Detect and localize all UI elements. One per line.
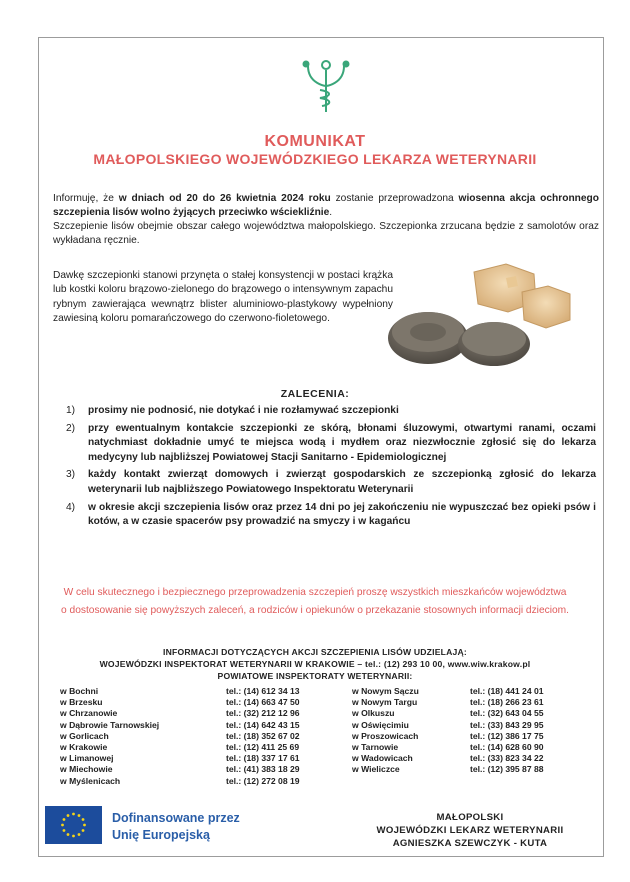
recommendations-list xyxy=(66,404,596,533)
inspectorate-row: w Gorlicach tel.: (18) 352 67 02 xyxy=(60,730,300,741)
list-item: 4) w okresie akcji szczepienia lisów oraz przez 14 dni po jej zakończeniu nie wypuszczać bez opieki psów i kotów, a w czasie spacerów psy prowadzić na smyczy i w kagańcu xyxy=(66,501,596,528)
eu-star-icon xyxy=(63,818,66,821)
inspectorate-row: w Chrzanowie tel.: (32) 212 12 96 xyxy=(60,708,300,719)
bait-disc-2 xyxy=(458,322,530,366)
eu-star-icon xyxy=(72,813,75,816)
eu-flag-icon xyxy=(45,806,102,844)
eu-star-icon xyxy=(67,814,70,817)
bait-disc-1 xyxy=(388,312,468,364)
svg-text:V: V xyxy=(323,95,329,103)
inspectorate-row: w Myślenicach tel.: (12) 272 08 19 xyxy=(60,775,300,786)
inspectorate-row: w Tarnowie tel.: (14) 628 60 90 xyxy=(352,742,544,753)
eu-star-icon xyxy=(78,833,81,836)
inspectorate-row: w Brzesku tel.: (14) 663 47 50 xyxy=(60,697,300,708)
inspectorates-left-column xyxy=(60,686,346,787)
intro-section xyxy=(53,192,599,248)
eu-star-icon xyxy=(67,833,70,836)
vaccine-description: Dawkę szczepionki stanowi przynęta o stałej konsystencji w postaci krążka lub kostki koloru brązowo-zielonego do brązowego o intensywnym zapachu rybnym zawierająca wewnątrz blister aluminiowo-plastykowy wypełniony zawiesiną koloru pomarańczowego do czerwono-fioletowego. xyxy=(53,270,393,324)
inspectorates-right-column xyxy=(352,686,590,776)
list-item: 2) przy ewentualnym kontakcie szczepionki ze skórą, błonami śluzowymi, otwartymi ranami, oczami natychmiast dokładnie umyć te miejsca wodą i mydłem oraz niezwłocznie zgłosić się do lekarza medycyny lub najbliższej Powiatowej Stacji Sanitarno - Epidemiologicznej xyxy=(66,422,596,463)
eu-funding-label: Dofinansowane przez Unię Europejską xyxy=(112,811,240,842)
intro-paragraph: Informuję, że w dniach od 20 do 26 kwietnia 2024 roku zostanie przeprowadzona wiosenna akcja ochronnego szczepienia lisów wolno żyjących przeciwko wściekliźnie. xyxy=(53,193,600,218)
inspectorate-row: w Dąbrowie Tarnowskiej tel.: (14) 642 43 15 xyxy=(60,719,300,730)
inspectorate-row: w Nowym Sączu tel.: (18) 441 24 01 xyxy=(352,686,544,696)
info-heading: INFORMACJI DOTYCZĄCYCH AKCJI SZCZEPIENIA LISÓW UDZIELAJĄ: xyxy=(163,647,467,657)
eu-star-icon xyxy=(78,814,81,817)
appeal-text: W celu skutecznego i bezpiecznego przeprowadzenia szczepień proszę wszystkich mieszkańców województwa o dostosowanie się powyższych zaleceń, a rodziców i opiekunów o przekazanie stosownych informacji dzieciom. xyxy=(61,587,569,616)
eu-star-icon xyxy=(72,835,75,838)
eu-star-icon xyxy=(82,818,85,821)
signature-name: AGNIESZKA SZEWCZYK - KUTA xyxy=(392,838,548,849)
list-item: 1) prosimy nie podnosić, nie dotykać i nie rozłamywać szczepionki xyxy=(66,405,399,416)
signature-office: WOJEWÓDZKI LEKARZ WETERYNARII xyxy=(376,825,564,836)
inspectorate-row: w Krakowie tel.: (12) 411 25 69 xyxy=(60,742,300,753)
bait-cube-2 xyxy=(522,286,570,328)
page-title: KOMUNIKAT xyxy=(264,133,366,150)
inspectorate-row: w Wieliczce tel.: (12) 395 87 88 xyxy=(352,764,544,775)
inspectorate-row: w Bochni tel.: (14) 612 34 13 xyxy=(60,686,300,696)
inspectorate-row: w Wadowicach tel.: (33) 823 34 22 xyxy=(352,753,544,764)
eu-star-icon xyxy=(63,829,66,832)
page-subtitle: MAŁOPOLSKIEGO WOJEWÓDZKIEGO LEKARZA WETERYNARII xyxy=(93,151,537,167)
eu-star-icon xyxy=(61,824,64,827)
eu-star-icon xyxy=(82,829,85,832)
inspectorate-row: w Miechowie tel.: (41) 383 18 29 xyxy=(60,764,300,775)
veterinary-caduceus-logo xyxy=(296,56,356,116)
list-item: 3) każdy kontakt zwierząt domowych i zwierząt gospodarskich ze szczepionką zgłosić do lekarza weterynarii lub najbliższego Powiatowego Inspektoratu Weterynarii xyxy=(66,469,596,495)
intro-paragraph-2: Szczepienie lisów obejmie obszar całego województwa małopolskiego. Szczepionka zrzucana będzie z samolotów oraz wykładana ręcznie. xyxy=(53,221,599,246)
inspectorate-row: w Oświęcimiu tel.: (33) 843 29 95 xyxy=(352,719,544,730)
inspectorate-row: w Nowym Targu tel.: (18) 266 23 61 xyxy=(352,697,544,708)
inspectorate-row: w Limanowej tel.: (18) 337 17 61 xyxy=(60,753,300,764)
recommendations-heading: ZALECENIA: xyxy=(280,388,350,400)
inspectorate-row: w Olkuszu tel.: (32) 643 04 55 xyxy=(352,708,544,719)
district-inspectorates-heading: POWIATOWE INSPEKTORATY WETERYNARII: xyxy=(217,671,413,681)
vaccine-bait-photo xyxy=(386,258,576,378)
regional-inspectorate-contact: WOJEWÓDZKI INSPEKTORAT WETERYNARII W KRAKOWIE – tel.: (12) 293 10 00, www.wiw.krakow.pl xyxy=(99,659,531,669)
eu-star-icon xyxy=(83,824,86,827)
inspectorate-row: w Proszowicach tel.: (12) 386 17 75 xyxy=(352,730,544,741)
signature-title: MAŁOPOLSKI xyxy=(436,812,504,823)
